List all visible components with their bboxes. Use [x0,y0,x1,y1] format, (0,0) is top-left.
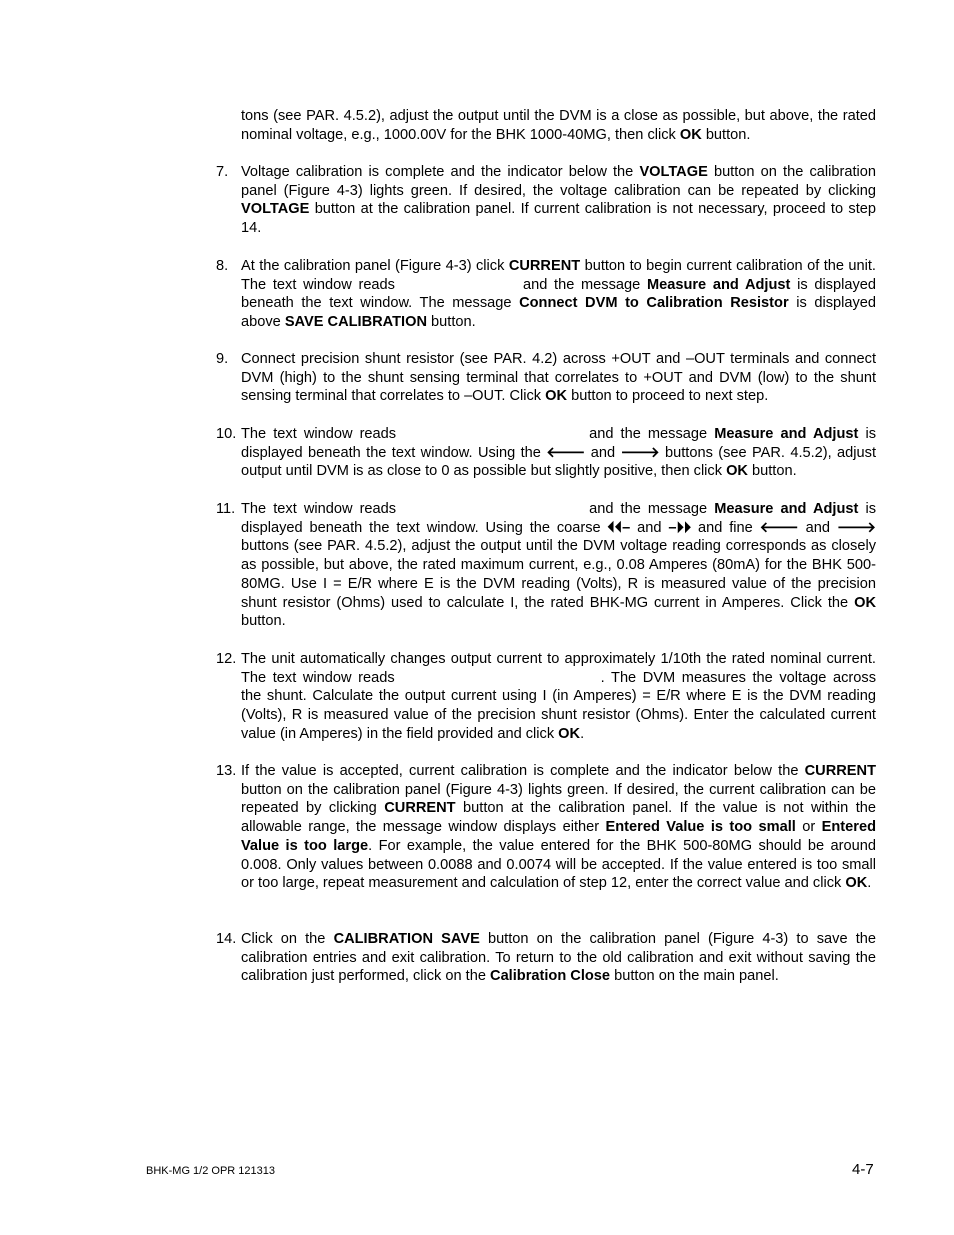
bold-text: Measure and Adjust [646,276,791,293]
text: is displayed beneath the text window. Using the [241,426,876,461]
step-number: 14. [216,931,237,947]
text: . [580,725,585,742]
text: The unit automatically changes output current to approximately 1/10th the rated nominal current. The text window reads [241,651,876,686]
text: button on the calibration panel (Figure 4-3) lights green. If desired, the current calibration can be repeated by clicking [241,781,876,817]
text: is displayed beneath the text window. Using the coarse [241,501,876,536]
text: is displayed above [241,295,876,331]
bold-text: Entered Value is too large [241,819,876,854]
bold-text: Calibration Close [490,968,611,985]
text: The text window reads [241,426,397,442]
text: and the message [589,426,715,442]
bold-text: VOLTAGE [241,201,310,218]
footer-page-number: 4-7 [852,1161,874,1178]
bold-text: OK [726,463,748,480]
bold-text: Connect DVM to Calibration Resistor [519,295,789,312]
bold-text: CURRENT [384,800,456,817]
text: and the message [522,276,647,293]
text: buttons (see PAR. 4.5.2), adjust output until DVM is as close to 0 as possible but slightly positive, then click [241,444,877,480]
text: button on the main panel. [610,968,779,985]
text: button. [241,613,286,630]
text: or [795,819,822,836]
text: and [630,519,669,536]
text: button. [747,463,797,480]
bold-text: OK [545,388,568,405]
step-7 [216,163,876,238]
arrow-left-icon: 🡐 [759,519,799,536]
footer-doc-id: BHK-MG 1/2 OPR 121313 [146,1165,276,1177]
bold-text: CALIBRATION SAVE [333,931,480,947]
text: button to begin current calibration of the unit. The text window reads [241,258,876,293]
arrow-right-icon: 🡒 [620,444,660,461]
text: Voltage calibration is complete and the indicator below the [241,164,640,180]
step-12 [216,650,876,744]
text: button. [426,314,476,331]
arrow-right-icon: 🡒 [836,519,876,536]
bold-text: Entered Value is too small [605,819,796,836]
step-number: 10. [216,426,237,442]
text: Click on the [241,931,334,947]
text: is displayed beneath the text window. The message [241,276,876,312]
step-14 [216,930,876,986]
coarse-decrease-icon: ⏴⏴– [607,519,631,536]
text: . The DVM measures the voltage across the shunt. Calculate the output current using I (in Amperes) = E/R where E is the DVM reading (Volts), R is measured value of the precision shunt resistor (Ohms). Enter the calculated current value (in Amperes) in the field provided and click [241,669,876,742]
text: button on the calibration panel (Figure 4-3) to save the calibration entries and exit calibration. To return to the old calibration and exit without saving the calibration just performed, click on the [241,931,876,985]
step-number: 11. [216,501,236,517]
step-9 [216,350,876,406]
text: and [585,444,621,461]
step-number: 9. [216,351,229,367]
paragraph-continuation [216,107,876,144]
bold-text: Measure and Adjust [714,501,859,517]
text: The text window reads [241,501,397,517]
bold-text: OK [558,725,581,742]
text: . For example, the value entered for the BHK 500-80MG should be around 0.008. Only values between 0.0088 and 0.0074 will be accepted. If the value entered is too small or too large, repeat measurement and calculation of step 12, enter the correct value and click [241,837,876,892]
step-8 [216,257,876,332]
bold-text: VOLTAGE [639,164,708,180]
step-number: 7. [216,164,229,180]
bold-text: OK [854,594,876,611]
bold-text: CURRENT [508,258,581,274]
text: and the message [589,501,715,517]
text: . [867,875,872,892]
coarse-increase-icon: –⏵⏵ [668,519,692,536]
step-number: 12. [216,651,237,667]
text: Connect precision shunt resistor (see PAR. 4.2) across +OUT and –OUT terminals and connect DVM (high) to the shunt sensing terminal that correlates to +OUT and DVM (low) to the shunt sensing terminal that correlates to –OUT. Click [241,351,876,405]
text: button to proceed to next step. [567,388,769,405]
bold-text: Measure and Adjust [714,426,859,442]
step-11 [216,500,876,631]
text: button. [701,126,751,143]
bold-text: OK [679,126,702,143]
text: button at the calibration panel. If current calibration is not necessary, proceed to step 14. [241,201,876,237]
step-number: 13. [216,763,237,779]
bold-text: CURRENT [804,763,876,779]
step-13 [216,762,876,893]
text: button on the calibration panel (Figure 4-3) lights green. If desired, the voltage calibration can be repeated by clicking [241,164,876,199]
text: and [798,519,837,536]
step-10 [216,425,876,481]
step-number: 8. [216,258,229,274]
text: buttons (see PAR. 4.5.2), adjust the output until the DVM voltage reading corresponds as closely as possible, but above, the rated maximum current, e.g., 0.08 Amperes (80mA) for the BHK 500-80MG. Use I = E/R where E is the DVM reading (Volts), R is measured value of the precision shunt resistor (Ohms) used to calculate I, the rated BHK-MG current in Amperes. Click the [241,538,876,611]
text: and fine [691,519,760,536]
arrow-left-icon: 🡐 [546,444,586,461]
text: tons (see PAR. 4.5.2), adjust the output until the DVM is a close as possible, but above, the rated nominal voltage, e.g., 1000.00V for the BHK 1000-40MG, then click [241,108,876,143]
text: If the value is accepted, current calibration is complete and the indicator below the [241,763,805,779]
bold-text: SAVE CALIBRATION [284,314,427,331]
text: At the calibration panel (Figure 4-3) click [241,258,509,274]
text: button at the calibration panel. If the value is not within the allowable range, the message window displays either [241,800,876,836]
bold-text: OK [845,875,868,892]
